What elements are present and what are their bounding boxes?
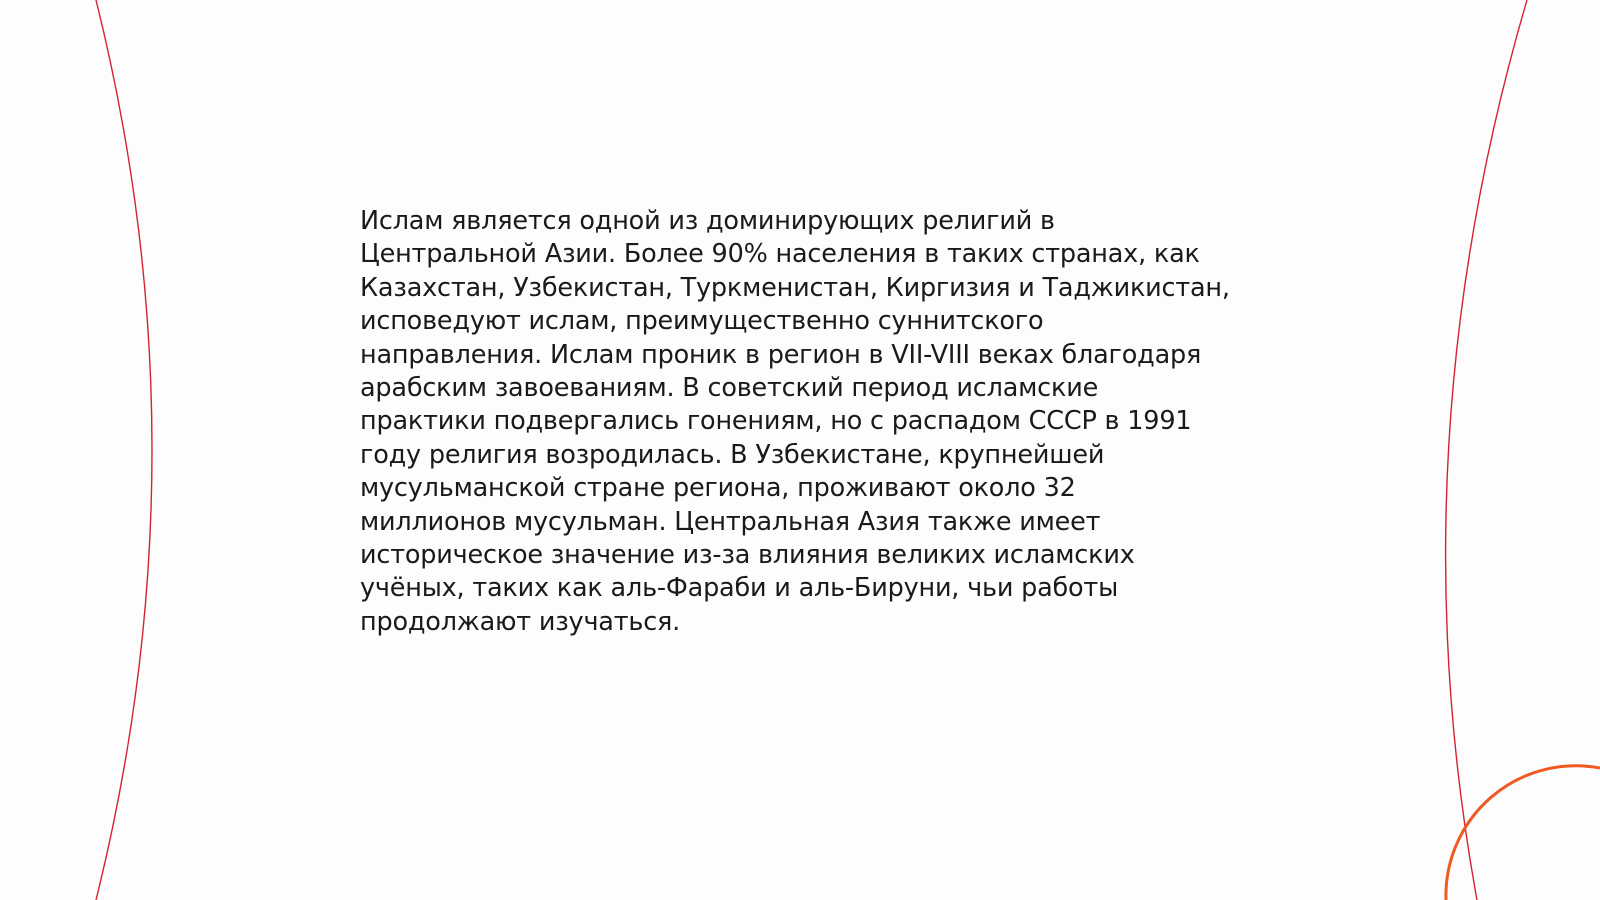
paragraph-line: исповедуют ислам, преимущественно суннитского (360, 306, 1044, 337)
paragraph-line: учёных, таких как аль-Фараби и аль-Бируни, чьи работы (360, 573, 1119, 604)
orange-circle-arc (1446, 766, 1600, 900)
left-red-arc (96, 0, 152, 900)
paragraph-line: практики подвергались гонениям, но с распадом СССР в 1991 (360, 406, 1192, 437)
paragraph-line: Казахстан, Узбекистан, Туркменистан, Киргизия и Таджикистан, (360, 272, 1230, 303)
right-red-arc (1446, 0, 1527, 900)
paragraph-line: мусульманской стране региона, проживают около 32 (360, 473, 1076, 504)
body-paragraph (360, 205, 1240, 639)
paragraph-line: Ислам является одной из доминирующих религий в (360, 206, 1055, 236)
paragraph-line: историческое значение из-за влияния великих исламских (360, 540, 1135, 571)
paragraph-line: арабским завоеваниям. В советский период исламские (360, 373, 1099, 404)
paragraph-line: направления. Ислам проник в регион в VII-VIII веках благодаря (360, 339, 1202, 370)
paragraph-line: году религия возродилась. В Узбекистане, крупнейшей (360, 439, 1105, 470)
paragraph-line: миллионов мусульман. Центральная Азия также имеет (360, 506, 1101, 537)
paragraph-line: продолжают изучаться. (360, 606, 681, 637)
paragraph-line: Центральной Азии. Более 90% населения в таких странах, как (360, 239, 1200, 270)
